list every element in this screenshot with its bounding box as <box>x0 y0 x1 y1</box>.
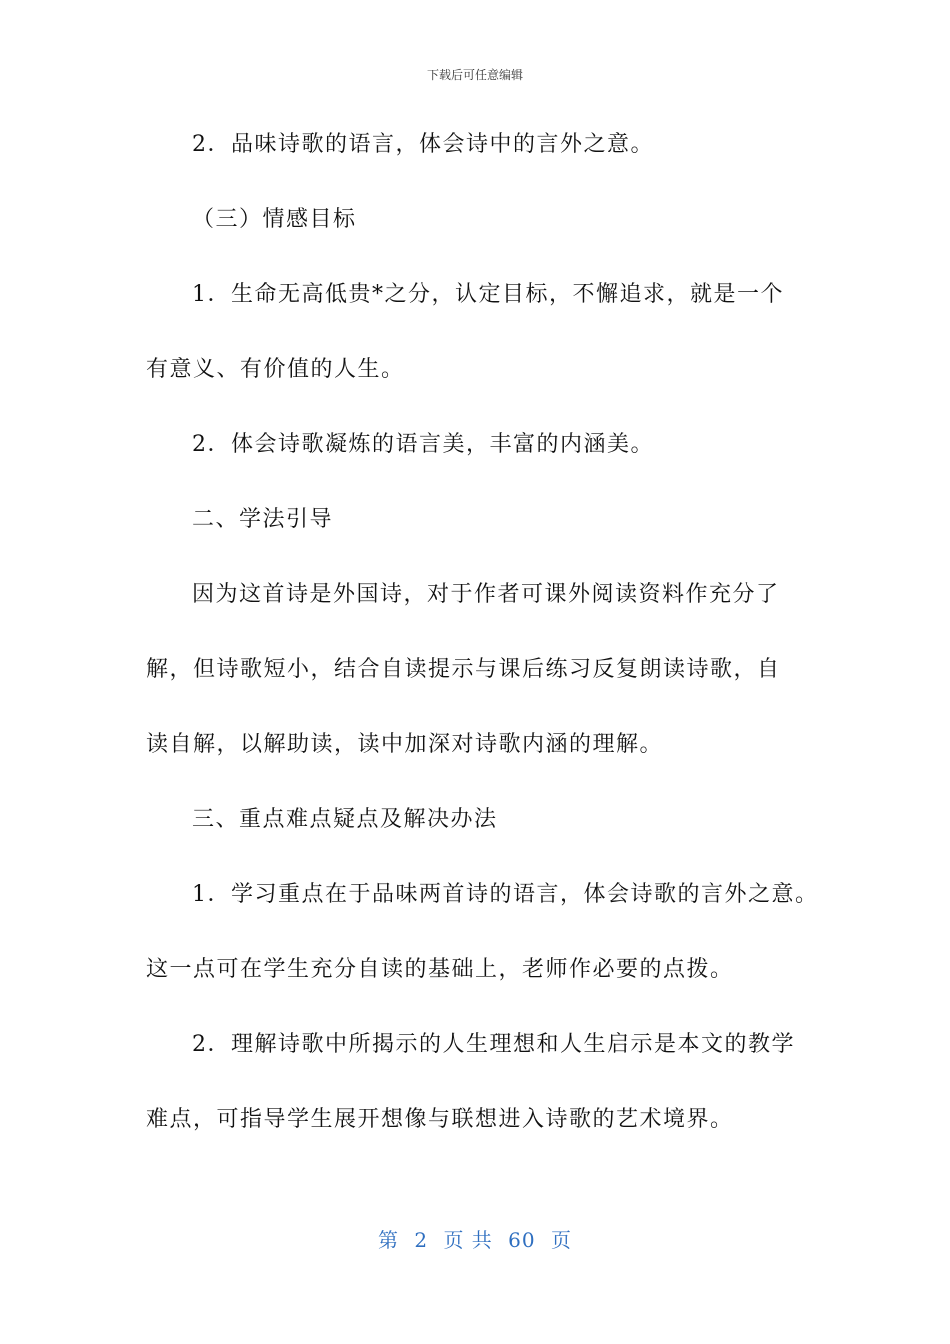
footer-suffix: 页 <box>550 1228 572 1252</box>
section-heading-emotional-goals: （三）情感目标 <box>192 207 357 232</box>
page-header-note: 下载后可任意编辑 <box>426 68 523 82</box>
page-footer <box>0 1224 950 1253</box>
paragraph-line-8: 解，但诗歌短小，结合自读提示与课后练习反复朗读诗歌，自 <box>146 657 781 682</box>
paragraph-line-1: 2．品味诗歌的语言，体会诗中的言外之意。 <box>192 132 654 157</box>
footer-prefix: 第 <box>378 1228 399 1252</box>
paragraph-line-5: 2．体会诗歌凝炼的语言美，丰富的内涵美。 <box>192 432 654 457</box>
section-heading-key-points: 三、重点难点疑点及解决办法 <box>192 807 498 832</box>
paragraph-line-3: 1．生命无高低贵*之分，认定目标，不懈追求，就是一个 <box>192 282 784 307</box>
footer-total-pages: 60 <box>508 1228 536 1252</box>
paragraph-line-11: 1．学习重点在于品味两首诗的语言，体会诗歌的言外之意。 <box>192 882 819 907</box>
paragraph-line-7: 因为这首诗是外国诗，对于作者可课外阅读资料作充分了 <box>192 582 780 607</box>
paragraph-line-14: 难点，可指导学生展开想像与联想进入诗歌的艺术境界。 <box>146 1107 734 1132</box>
footer-current-page: 2 <box>414 1228 429 1252</box>
paragraph-line-4: 有意义、有价值的人生。 <box>146 357 405 382</box>
section-heading-study-guidance: 二、学法引导 <box>192 507 334 532</box>
paragraph-line-12: 这一点可在学生充分自读的基础上，老师作必要的点拨。 <box>146 957 734 982</box>
footer-middle: 页 共 <box>443 1228 493 1252</box>
paragraph-line-9: 读自解，以解助读，读中加深对诗歌内涵的理解。 <box>146 732 664 757</box>
paragraph-line-13: 2．理解诗歌中所揭示的人生理想和人生启示是本文的教学 <box>192 1032 795 1057</box>
